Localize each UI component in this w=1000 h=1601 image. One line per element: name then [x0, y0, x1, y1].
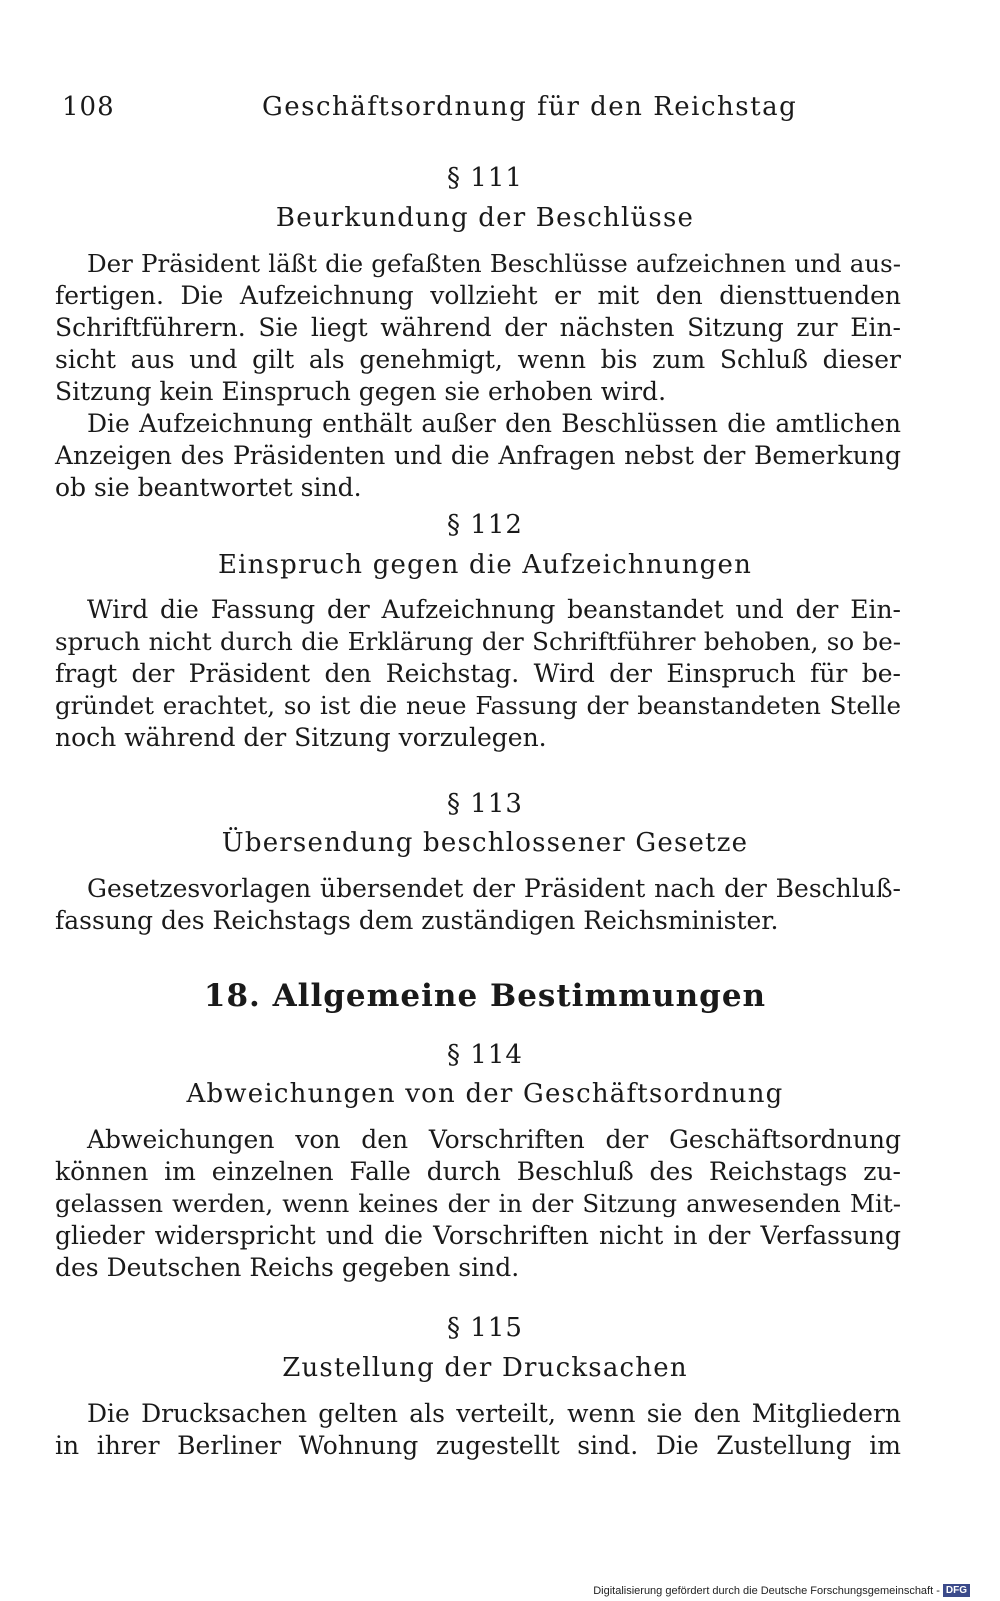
section-title: Einspruch gegen die Aufzeichnungen	[217, 550, 753, 580]
section-body	[55, 248, 901, 504]
section-number: § 111	[447, 163, 523, 193]
digitization-footer	[593, 1584, 970, 1597]
section-body	[55, 873, 901, 937]
text-line: Schriftführern. Sie liegt während der nächsten Sitzung zur Ein-	[55, 313, 901, 342]
text-line: sicht aus und gilt als genehmigt, wenn bis zum Schluß dieser	[55, 345, 901, 374]
text-line: gelassen werden, wenn keines der in der Sitzung anwesenden Mit-	[55, 1189, 901, 1218]
text-line: ob sie beantwortet sind.	[55, 473, 362, 502]
text-line: Anzeigen des Präsidenten und die Anfragen nebst der Bemerkung	[55, 441, 901, 470]
text-line: Gesetzesvorlagen übersendet der Präsident nach der Beschluß-	[87, 874, 901, 903]
text-line: spruch nicht durch die Erklärung der Schriftführer behoben, so be-	[55, 627, 901, 656]
text-line: fragt der Präsident den Reichstag. Wird der Einspruch für be-	[55, 659, 901, 688]
text-line: Abweichungen von den Vorschriften der Geschäftsordnung	[87, 1125, 901, 1154]
text-line: Wird die Fassung der Aufzeichnung beanstandet und der Ein-	[87, 595, 901, 624]
text-line: des Deutschen Reichs gegeben sind.	[55, 1253, 520, 1282]
section-title: Abweichungen von der Geschäftsordnung	[186, 1079, 784, 1109]
section-number: § 115	[447, 1313, 523, 1343]
section-body	[55, 1124, 901, 1284]
section-body	[55, 594, 901, 754]
section-number: § 112	[447, 510, 523, 540]
text-line: fertigen. Die Aufzeichnung vollzieht er mit den diensttuenden	[55, 281, 901, 310]
text-line: Sitzung kein Einspruch gegen sie erhoben wird.	[55, 377, 667, 406]
text-line: Die Aufzeichnung enthält außer den Beschlüssen die amtlichen	[87, 409, 901, 438]
text-line: können im einzelnen Falle durch Beschluß des Reichstags zu-	[55, 1157, 901, 1186]
footer-text: Digitalisierung gefördert durch die Deutsche Forschungsgemeinschaft -	[593, 1584, 940, 1597]
running-title: Geschäftsordnung für den Reichstag	[262, 92, 798, 122]
text-line: Die Drucksachen gelten als verteilt, wenn sie den Mitgliedern	[87, 1399, 901, 1428]
section-number: § 113	[447, 789, 523, 819]
section-title: Zustellung der Drucksachen	[282, 1353, 688, 1383]
section-title: Beurkundung der Beschlüsse	[275, 203, 695, 233]
text-line: noch während der Sitzung vorzulegen.	[55, 723, 547, 752]
page-number: 108	[62, 92, 115, 122]
text-line: gründet erachtet, so ist die neue Fassung der beanstandeten Stelle	[55, 691, 901, 720]
text-line: glieder widerspricht und die Vorschriften nicht in der Verfassung	[55, 1221, 901, 1250]
text-line: Der Präsident läßt die gefaßten Beschlüsse aufzeichnen und aus-	[87, 249, 901, 278]
text-line: in ihrer Berliner Wohnung zugestellt sind. Die Zustellung im	[55, 1431, 901, 1460]
running-head	[62, 92, 902, 132]
dfg-logo-icon: DFG	[943, 1584, 970, 1597]
text-line: fassung des Reichstags dem zuständigen Reichsminister.	[55, 906, 779, 935]
section-number: § 114	[447, 1040, 523, 1070]
section-title: Übersendung beschlossener Gesetze	[221, 828, 749, 858]
section-body	[55, 1398, 901, 1462]
chapter-heading: 18. Allgemeine Bestimmungen	[203, 978, 767, 1014]
